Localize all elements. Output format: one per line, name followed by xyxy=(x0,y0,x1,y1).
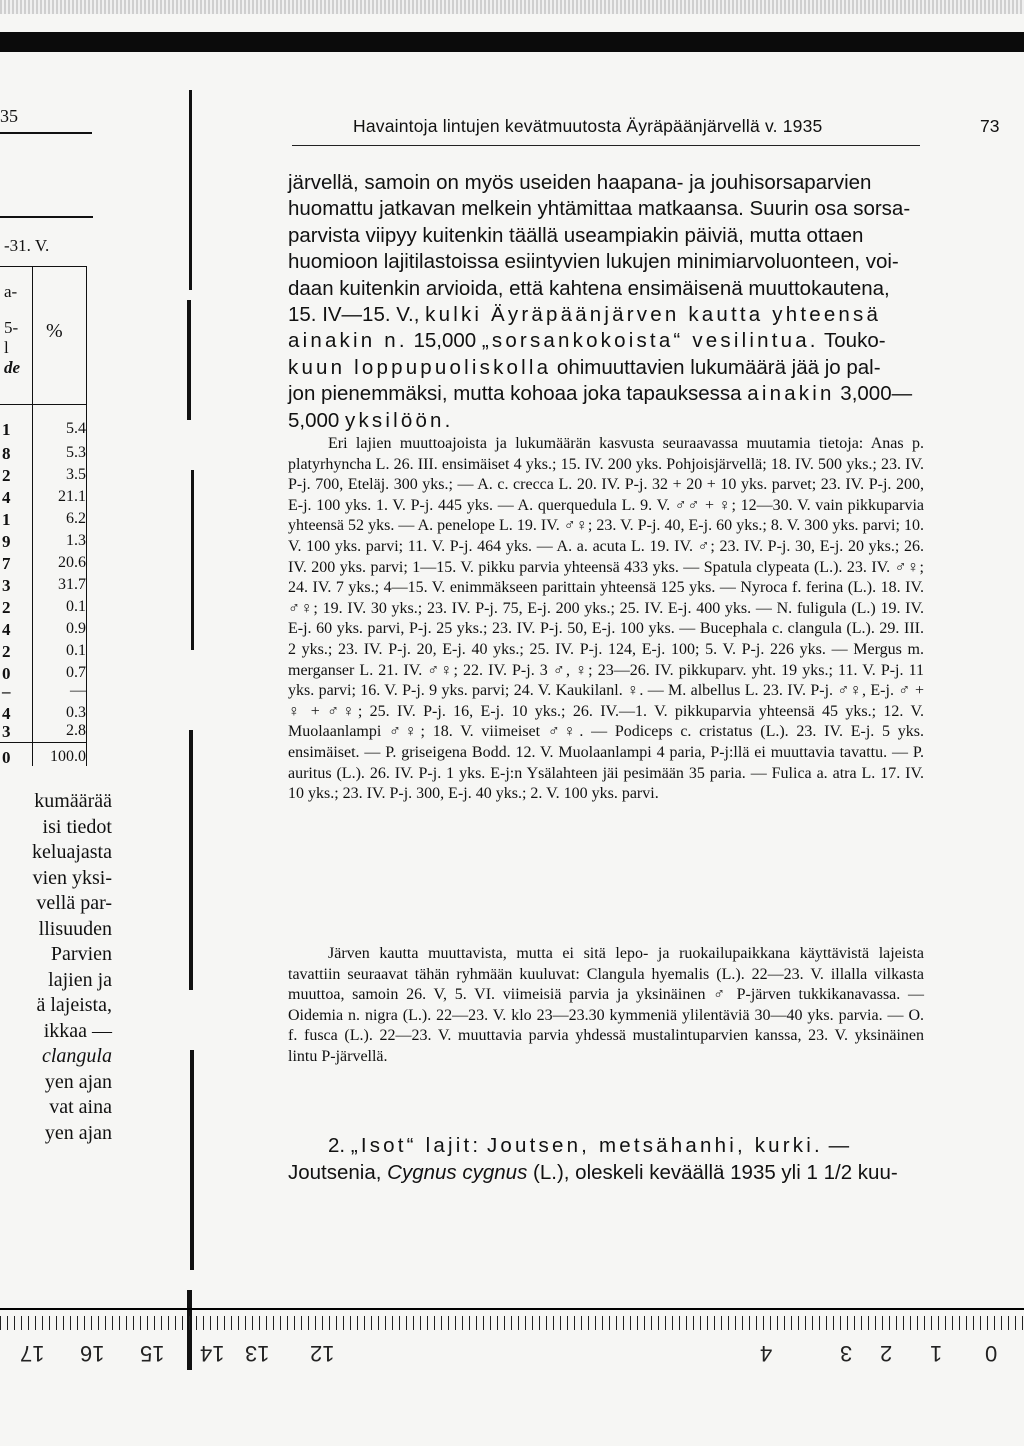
left-table-count-fragment: 2 xyxy=(2,642,11,661)
left-text-fragment: ikkaa — xyxy=(43,1019,112,1042)
ruler-ticks xyxy=(0,1316,1024,1330)
left-page-number: 35 xyxy=(0,106,18,126)
left-table-count-fragment: 0 xyxy=(2,664,11,683)
left-text-fragment: isi tiedot xyxy=(42,815,112,838)
left-text-fragment: yen ajan xyxy=(44,1070,112,1093)
left-text-fragment: llisuuden xyxy=(38,917,112,940)
left-text-fragment: lajien ja xyxy=(48,968,112,991)
running-title: Havaintoja lintujen kevätmuutosta Äyräpäänjärvellä v. 1935 xyxy=(353,116,823,136)
left-table-percentage: 5.4 xyxy=(66,420,86,437)
left-text-fragment: keluajasta xyxy=(32,841,112,863)
ruler-number: 13 xyxy=(245,1341,270,1366)
left-table-count-fragment: 4 xyxy=(2,704,11,723)
left-table-count-fragment: 4 xyxy=(2,620,11,639)
paragraph-passing-species: Järven kautta muuttavista, mutta ei sitä lepo- ja ruokailupaikkana käyttävistä lajeista tavattiin seuraavat tähän ryhmään kuuluvat: Clangula hyemalis (L.). 22—23. V. illalla vilkasta muuttoa, samoin 26. V, 5. VI. viimeisiä parvia ja yksinäinen ♂ P-järven tukkikanavassa. — Oidemia n. nigra (L.). 22—23. V. klo 23—23.30 kymmeniä ylilentäviä 30—40 yks. parvia. — O. f. fusca (L.). 22—23. V. muuttavia parvia yhdessä mustalintuparvien kanssa, 23. V. yksinäinen lintu P-järvellä. xyxy=(288,945,924,1065)
left-table-percentage: 2.8 xyxy=(66,722,86,739)
spaced-emphasis: ainakin xyxy=(747,382,835,406)
left-col-fragment: 5- xyxy=(4,318,19,337)
ruler-number: 16 xyxy=(80,1341,105,1366)
page-number: 73 xyxy=(980,116,1000,136)
ruler-number: 17 xyxy=(20,1341,45,1366)
left-text-fragment: kumäärää xyxy=(34,790,112,812)
left-table-percentage: 0.7 xyxy=(66,664,86,681)
ruler-number: 0 xyxy=(985,1341,998,1366)
left-col-fragment: l xyxy=(4,338,9,357)
left-text-fragment: Parvien xyxy=(50,943,112,965)
left-text-fragment: yen ajan xyxy=(44,1121,112,1144)
scan-top-band xyxy=(0,0,1024,14)
paragraph-species-dates: Eri lajien muuttoajoista ja lukumäärän kasvusta seuraavassa muutamia tietoja: Anas p. platyrhyncha L. 26. III. ensimäiset 4 yks.; 15. IV. 200 yks. Pohjoisjärvellä; 18. IV. 500 yks.; 23. IV. P-j. 700, Eteläj. 300 yks.; — A. c. crecca L. 20. IV. P-j. 32 + 20 + 10 yks. parvet; 23. IV. P-j. 200, E-j. 100 yks. 1. V. P-j. 445 yks. — A. querquedula L. 9. V. ♂♂ + ♀; 12—30. V. vain pikkuparvia yhteensä 52 yks. — A. penelope L. 19. IV. ♂♀; 23. V. P-j. 40, E-j. 60 yks.; 8. V. 300 yks. parvi; 10. V. 100 yks. parvi; 11. V. P-j. 464 yks. — A. a. acuta L. 19. IV. ♂; 23. IV. P-j. 30, E-j. 20 yks.; 26. IV. 200 yks. parvi; 1—15. V. pikku parvia yhteensä 433 yks. — Spatula clypeata (L.). 23. IV. ♂♀; 24. IV. 7 yks.; 4—15. V. enimmäkseen parittain yhteensä 125 yks. — Nyroca f. ferina (L.). 18. IV. ♂♀; 19. IV. 30 yks.; 23. IV. P-j. 75, E-j. 200 yks.; 25. IV. E-j. 400 yks. — N. fuligula (L.) 19. IV. E-j. 60 yks. parvi, P-j. 25 yks.; 23. IV. P-j. 50, E-j. 100 yks. — Bucephala c. clangula (L.). 29. III. 2 yks.; 23. IV. P-j. 20, E-j. 40 yks.; 25. IV. P-j. 124, E-j. 100; 5. V. P-j. 226 yks. — Mergus m. merganser L. 21. IV. ♂♀; 22. IV. P-j. 3 ♂, ♀; 23—26. IV. pikkuparv. yht. 19 yks.; 11. V. P-j. 11 yks. parvi; 16. V. P-j. 9 yks. parvi; 24. V. Kaukilanl. ♀. — M. albellus L. 23. IV. P-j. ♂♀, E-j. ♂ + ♀ + ♂♀; 25. IV. P-j. 16, E-j. 10 yks.; 26. IV.—1. V. pikkuparvia yhteensä 45 yks.; 12. V. Muolaanlampi ♂♀; 18. V. viimeiset ♂♀. — Podiceps c. cristatus (L.). 23. IV. E-j. 5 yks. ensimäiset. — P. griseigena Bodd. 12. V. Muolaanlampi 4 paria, P-j:llä ei muuttavia tavattu. — P. auritus (L.). 26. IV. P-j. 1 yks. E-j:n Ysälahteen jäi pesimään 35 paria. — Fulica a. atra L. 17. IV. 10 yks.; 23. IV. P-j. 300, E-j. 40 yks.; 2. V. 100 yks. parvi. xyxy=(288,435,924,803)
left-table-range-header: -31. V. xyxy=(4,236,50,255)
left-table-count-fragment: 2 xyxy=(2,466,11,485)
ruler-number: 12 xyxy=(310,1341,335,1366)
scan-black-band xyxy=(0,32,1024,52)
left-text-fragment: clangula xyxy=(42,1045,112,1067)
section-heading-large-species: 2. „Isot“ lajit: Joutsen, metsähanhi, kurki. — Joutsenia, Cygnus cygnus (L.), oleskeli keväällä 1935 yli 1 1/2 kuu- xyxy=(288,1134,898,1184)
left-table-top-rule xyxy=(0,216,93,218)
left-table-percentage: 21.1 xyxy=(58,488,86,505)
left-table-percentage: 100.0 xyxy=(50,748,86,765)
left-table-count-fragment: – xyxy=(2,682,11,701)
spaced-emphasis: kulki Äyräpäänjärven kautta yhteensä xyxy=(425,303,882,327)
spaced-emphasis: „sorsankokoista“ vesilintua. xyxy=(481,329,819,353)
left-table-percentage: 1.3 xyxy=(66,532,86,549)
left-table-count-fragment: 1 xyxy=(2,510,11,529)
ruler-number: 3 xyxy=(840,1341,853,1366)
ruler-number: 14 xyxy=(200,1341,225,1366)
left-text-fragment: vat aina xyxy=(49,1096,112,1118)
spaced-emphasis: ainakin n. xyxy=(288,329,408,353)
left-table-count-fragment: 9 xyxy=(2,532,11,551)
left-text-fragment: vien yksi- xyxy=(32,866,112,889)
left-table-percentage: 0.1 xyxy=(66,598,86,615)
left-table-percentage: 5.3 xyxy=(66,444,86,461)
left-table-percentage: 0.3 xyxy=(66,704,86,721)
left-table-count-fragment: 0 xyxy=(2,748,11,767)
left-table-percentage: 31.7 xyxy=(58,576,86,593)
ruler-number: 1 xyxy=(930,1341,943,1366)
left-pct-header: % xyxy=(46,320,63,342)
left-table-count-fragment: 7 xyxy=(2,554,11,573)
ruler-number: 2 xyxy=(880,1341,893,1366)
left-table-count-fragment: 3 xyxy=(2,576,11,595)
left-table-count-fragment: 3 xyxy=(2,722,11,741)
left-col-fragment: a- xyxy=(4,282,18,301)
left-table-count-fragment: 4 xyxy=(2,488,11,507)
ruler-number: 4 xyxy=(760,1341,773,1366)
left-table-count-fragment: 1 xyxy=(2,420,11,439)
left-table-percentage: — xyxy=(70,682,86,699)
left-text-fragment: ä lajeista, xyxy=(36,994,112,1016)
header-rule xyxy=(292,145,920,146)
ruler-top-edge xyxy=(0,1308,1024,1310)
left-table-count-fragment: 8 xyxy=(2,444,11,463)
left-table-count-fragment: 2 xyxy=(2,598,11,617)
spaced-emphasis: yksilöön. xyxy=(345,408,454,432)
page-gutter xyxy=(181,70,207,1370)
left-col-fragment: de xyxy=(4,358,21,377)
spaced-emphasis: kuun loppupuoliskolla xyxy=(288,355,552,379)
left-table-percentage: 3.5 xyxy=(66,466,86,483)
left-text-fragment: vellä par- xyxy=(36,892,112,914)
paragraph-main-1: järvellä, samoin on myös useiden haapana- ja jouhisorsaparvien huomattu jatkavan melkein yhtämittaa matkaansa. Suurin osa sorsa- parvista viipyy kuitenkin täällä useampiakin päiviä, mutta ottaen huomioon lajitilastoissa esiintyvien lukujen minimiarvoluonteen, voi- daan kuitenkin arvioida, että kahtena ensimäisenä muuttokautena, 15. IV—15. V., kulki Äyräpäänjärven kautta yhteensä ainakin n. 15,000 „sorsankokoista“ vesilintua. Touko- kuun loppupuoliskolla ohimuuttavien lukumäärä jää jo pal- jon pienemmäksi, mutta kohoaa joka tapauksessa ainakin 3,000— 5,000 yksilöön. xyxy=(288,171,913,432)
left-table-percentage: 20.6 xyxy=(58,554,86,571)
left-table-percentage: 0.9 xyxy=(66,620,86,637)
left-header-rule xyxy=(0,132,92,134)
left-table-percentage: 6.2 xyxy=(66,510,86,527)
left-table-percentage: 0.1 xyxy=(66,642,86,659)
ruler-number: 15 xyxy=(140,1341,165,1366)
